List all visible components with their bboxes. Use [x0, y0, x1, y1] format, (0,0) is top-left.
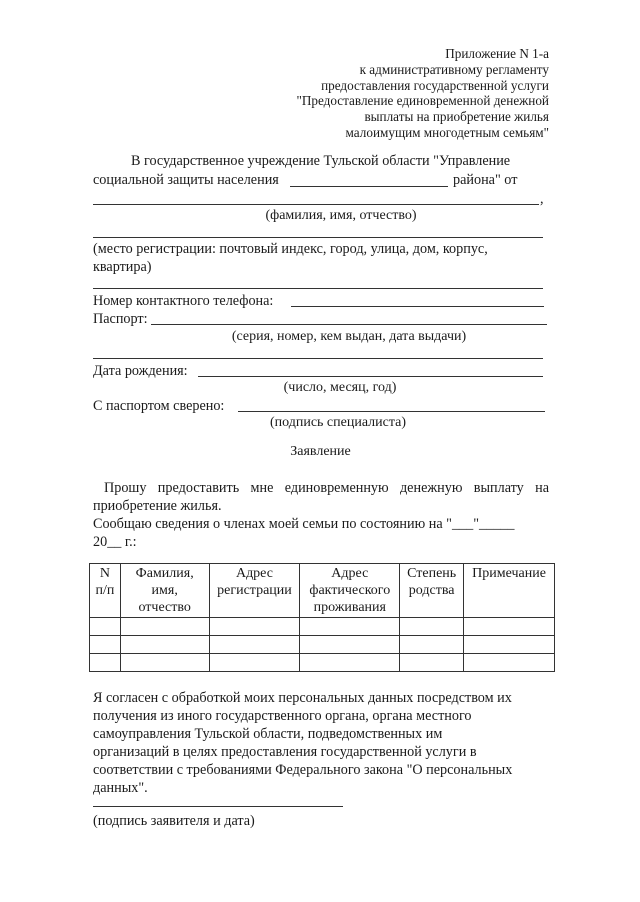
verified-label: С паспортом сверено: [93, 398, 225, 414]
header-text: родства [408, 583, 455, 598]
table-cell[interactable] [120, 636, 209, 654]
registration-line[interactable] [93, 237, 543, 238]
consent-line: данных". [93, 780, 148, 796]
passport-hint: (серия, номер, кем выдан, дата выдачи) [231, 329, 467, 344]
header-text: Примечание [472, 566, 546, 581]
table-cell[interactable] [90, 636, 121, 654]
statement-p2-line1: Сообщаю сведения о членах моей семьи по состоянию на "___"_____ [93, 516, 515, 532]
address-line-1: В государственное учреждение Тульской области "Управление [131, 153, 511, 169]
table-cell[interactable] [209, 636, 300, 654]
registration-line-2[interactable] [93, 288, 543, 289]
column-header-relation [400, 564, 464, 618]
header-text: Адрес [331, 566, 369, 581]
consent-line: самоуправления Тульской области, подведомственных им [93, 726, 443, 742]
appendix-line: к административному регламенту [359, 61, 549, 77]
address-line-2-prefix: социальной защиты населения [93, 172, 279, 188]
appendix-line: предоставления государственной услуги [321, 77, 549, 93]
header-text: отчество [138, 600, 191, 615]
signature-caption: (подпись заявителя и дата) [93, 813, 255, 829]
passport-label: Паспорт: [93, 311, 148, 327]
consent-line: организаций в целях предоставления государственной услуги в [93, 744, 477, 760]
header-text: проживания [313, 600, 386, 615]
registration-hint-1: (место регистрации: почтовый индекс, город, улица, дом, корпус, [93, 241, 488, 257]
header-text: регистрации [217, 583, 292, 598]
district-field-line[interactable] [290, 186, 448, 187]
header-text: Фамилия, [135, 566, 194, 581]
column-header-registration [209, 564, 300, 618]
specialist-hint: (подпись специалиста) [269, 415, 407, 430]
column-header-note [464, 564, 555, 618]
appendix-header [296, 46, 549, 141]
table-cell[interactable] [300, 618, 400, 636]
statement-p1-line2: приобретение жилья. [93, 498, 222, 514]
appendix-line: Приложение N 1-а [445, 46, 549, 61]
consent-line: соответствии с требованиями Федерального закона "О персональных [93, 762, 513, 778]
appendix-line: "Предоставление единовременной денежной [296, 93, 549, 109]
registration-hint-2: квартира) [93, 259, 152, 275]
statement-p1-line1: Прошу предоставить мне единовременную денежную выплату на [104, 480, 549, 496]
table-cell[interactable] [300, 636, 400, 654]
table-cell[interactable] [209, 654, 300, 672]
table-row[interactable] [90, 654, 555, 672]
header-text: п/п [95, 583, 115, 598]
table-cell[interactable] [90, 654, 121, 672]
applicant-name-line[interactable] [93, 204, 539, 205]
table-cell[interactable] [464, 654, 555, 672]
table-cell[interactable] [120, 654, 209, 672]
birth-date-label: Дата рождения: [93, 363, 188, 379]
passport-field-line[interactable] [151, 324, 547, 325]
statement-title: Заявление [290, 444, 351, 459]
column-header-actual-address [300, 564, 400, 618]
birth-date-field-line[interactable] [198, 376, 543, 377]
table-cell[interactable] [464, 636, 555, 654]
table-cell[interactable] [400, 654, 464, 672]
table-row[interactable] [90, 618, 555, 636]
appendix-line: выплаты на приобретение жилья [364, 109, 549, 125]
table-cell[interactable] [209, 618, 300, 636]
verified-field-line[interactable] [238, 411, 545, 412]
consent-line: Я согласен с обработкой моих персональных данных посредством их [93, 690, 512, 706]
header-text: имя, [151, 583, 178, 598]
column-header-name [120, 564, 209, 618]
header-text: Степень [407, 566, 457, 581]
statement-p2-line2: 20__ г.: [93, 534, 137, 550]
comma: , [540, 191, 544, 207]
appendix-line: малоимущим многодетным семьям" [345, 124, 549, 140]
family-members-table [89, 563, 555, 672]
applicant-signature-line[interactable] [93, 806, 343, 807]
fio-hint: (фамилия, имя, отчество) [265, 208, 417, 223]
consent-line: получения из иного государственного органа, органа местного [93, 708, 472, 724]
table-cell[interactable] [400, 618, 464, 636]
table-cell[interactable] [464, 618, 555, 636]
table-header-row [90, 564, 555, 618]
table-row[interactable] [90, 636, 555, 654]
birth-hint: (число, месяц, год) [283, 380, 397, 395]
table-cell[interactable] [90, 618, 121, 636]
header-text: Адрес [235, 566, 273, 581]
passport-line-2[interactable] [93, 358, 543, 359]
phone-label: Номер контактного телефона: [93, 293, 274, 309]
table-cell[interactable] [120, 618, 209, 636]
header-text: фактического [309, 583, 391, 598]
header-text: N [99, 566, 110, 581]
column-header-number [90, 564, 121, 618]
table-cell[interactable] [400, 636, 464, 654]
address-line-2-suffix: района" от [453, 172, 518, 188]
phone-field-line[interactable] [291, 306, 544, 307]
table-cell[interactable] [300, 654, 400, 672]
